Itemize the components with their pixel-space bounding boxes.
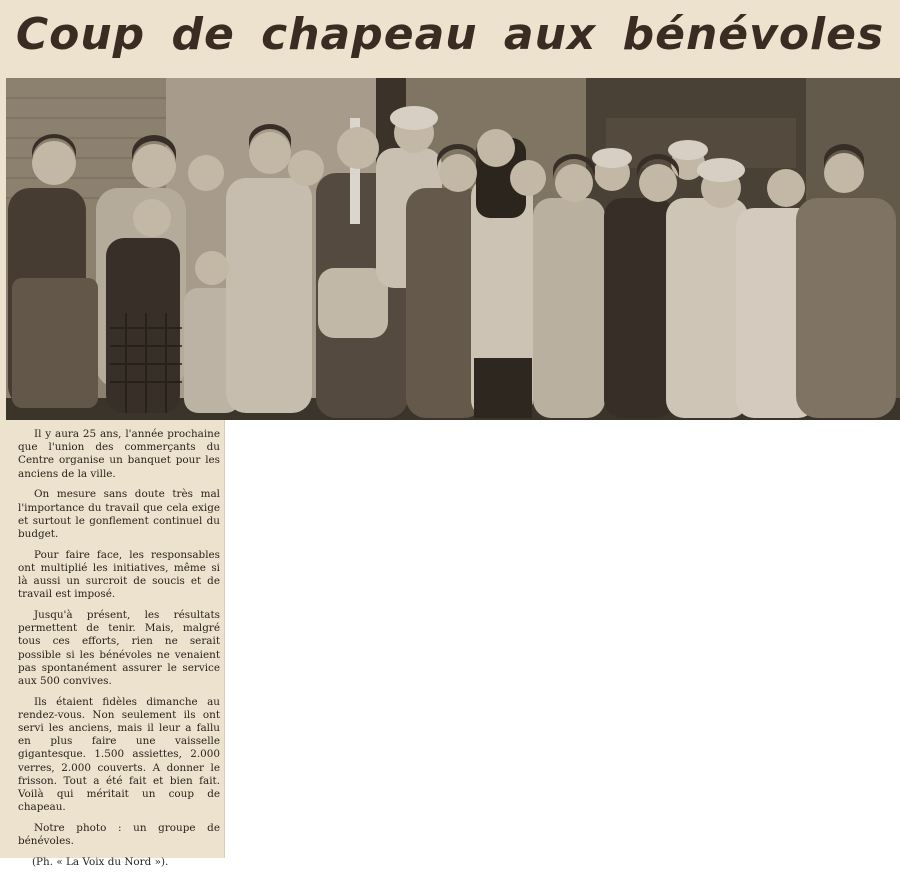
group-photo-illustration xyxy=(6,78,900,420)
article-paragraph: Il y aura 25 ans, l'année prochaine que l'union des commerçants du Centre organise un banquet pour les anciens de la ville. xyxy=(18,428,220,480)
article-paragraph: Ils étaient fidèles dimanche au rendez-vous. Non seulement ils ont servi les anciens, mais il leur a fallu en plus faire une vaisselle gigantesque. 1.500 assiettes, 2.000 verres, 2.000 couverts. A donner le frisson. Tout a été fait et bien fait. Voilà qui méritait un coup de chapeau. xyxy=(18,695,220,814)
headline: Coup de chapeau aux bénévoles xyxy=(15,9,885,60)
photo-credit: (Ph. « La Voix du Nord »). xyxy=(32,855,169,868)
article-paragraph: Jusqu'à présent, les résultats permettent de tenir. Mais, malgré tous ces efforts, rien ne serait possible si les bénévoles ne venaient pas spontanément assurer le service aux 500 convives. xyxy=(18,608,220,687)
article-body xyxy=(18,428,220,877)
article-paragraph: On mesure sans doute très mal l'importance du travail que cela exige et surtout le gonflement continuel du budget. xyxy=(18,488,220,540)
article-paragraph: Notre photo : un groupe de bénévoles. xyxy=(18,821,220,848)
group-photo xyxy=(6,78,900,420)
article-paragraph: Pour faire face, les responsables ont multiplié les initiatives, même si là aussi un surcroit de soucis et de travail est imposé. xyxy=(18,548,220,601)
